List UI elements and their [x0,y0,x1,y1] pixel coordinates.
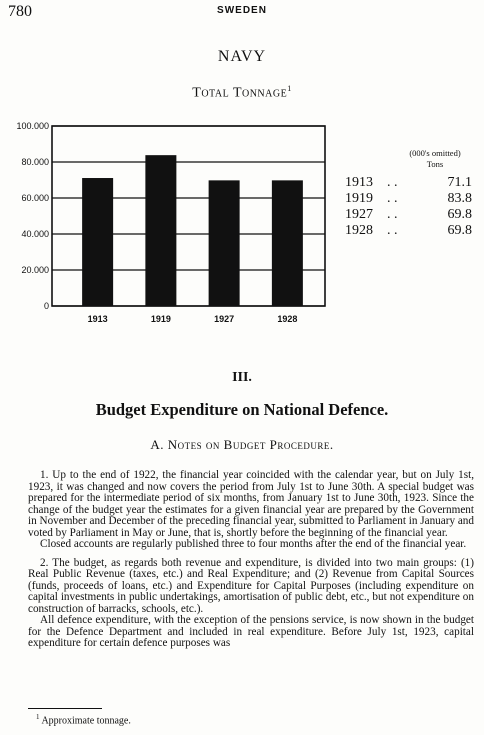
table-year: 1928 [345,223,373,238]
table-year: 1913 [345,175,373,190]
footnote [36,713,131,726]
table-header-units: (000's omitted) [409,148,461,158]
running-head: SWEDEN [217,5,267,16]
y-tick-label: 40.000 [21,229,49,239]
x-tick-label: 1927 [214,314,235,324]
footnote-ref: 1 [287,84,292,93]
table-year: 1927 [345,207,373,222]
tonnage-table [345,175,472,239]
table-value: 69.8 [447,207,472,222]
table-year: 1919 [345,191,373,206]
table-row [345,223,472,239]
paragraph: All defence expenditure, with the exception of the pensions service, is now shown in the budget for the Defence Department and included in real expenditure. Before July 1st, 1923, capital expenditure for certain defence purposes was [28,614,474,649]
paragraph: 2. The budget, as regards both revenue and expenditure, is divided into two main groups: (1) Real Public Revenue (taxes, etc.) and Real Expenditure; and (2) Revenue from Capital Sources (funds, proceeds of loans, etc.) and Expenditure for Capital Purposes (including expenditure on capital investments in public undertakings, amortisation of public debt, etc., but not expenditure on construction of barracks, schools, etc.). [28,556,474,615]
table-dots: . . [387,223,398,238]
chart-y-ticks [16,121,49,311]
chart-x-ticks [88,314,298,324]
table-header-tons: Tons [426,159,444,169]
bar [145,155,176,306]
footnote-text: Approximate tonnage. [41,715,131,727]
footnote-marker: 1 [36,713,40,721]
chart-title-text: Total Tonnage [192,85,288,101]
y-tick-label: 60.000 [21,193,49,203]
y-tick-label: 0 [43,301,49,311]
footnote-rule [28,708,102,709]
bar [272,180,303,306]
paragraph: 1. Up to the end of 1922, the financial year coincided with the calendar year, but on July 1st, 1923, it was changed and now covers the period from July 1st to June 30th. A special budget was prepared for the intermediate period of six months, from January 1st to June 30th, 1923. Since the change of the budget year the estimates for a given financial year are prepared by the Government in November and December of the preceding financial year, submitted to Parliament in January and voted by Parliament in May or June, that is, shortly before the beginning of the financial year. [28,469,474,539]
table-row [345,207,472,223]
chart-title [0,84,484,102]
table-dots: . . [387,191,398,206]
x-tick-label: 1928 [277,314,298,324]
table-dots: . . [387,207,398,222]
bar [82,178,113,306]
table-value: 69.8 [447,223,472,238]
section-number: III. [232,370,252,385]
table-value: 83.8 [447,191,472,206]
x-tick-label: 1913 [87,314,108,324]
y-tick-label: 20.000 [21,265,49,275]
table-header [390,148,480,170]
page-number: 780 [8,3,32,20]
y-tick-label: 80.000 [21,157,49,167]
x-tick-label: 1919 [150,314,171,324]
sub-heading [0,437,484,453]
table-dots: . . [387,175,398,190]
table-row [345,175,472,191]
sub-heading-text: A. Notes on Budget Procedure. [150,437,334,452]
tonnage-bar-chart [0,110,340,330]
bar [209,180,240,306]
main-heading: Budget Expenditure on National Defence. [95,400,389,419]
body-text [28,470,474,650]
paragraph: Closed accounts are regularly published three to four months after the end of the financial year. [40,538,467,550]
section-title: NAVY [217,48,267,65]
table-row [345,191,472,207]
chart-bars [82,155,303,306]
y-tick-label: 100.000 [16,121,49,131]
table-value: 71.1 [447,175,472,190]
